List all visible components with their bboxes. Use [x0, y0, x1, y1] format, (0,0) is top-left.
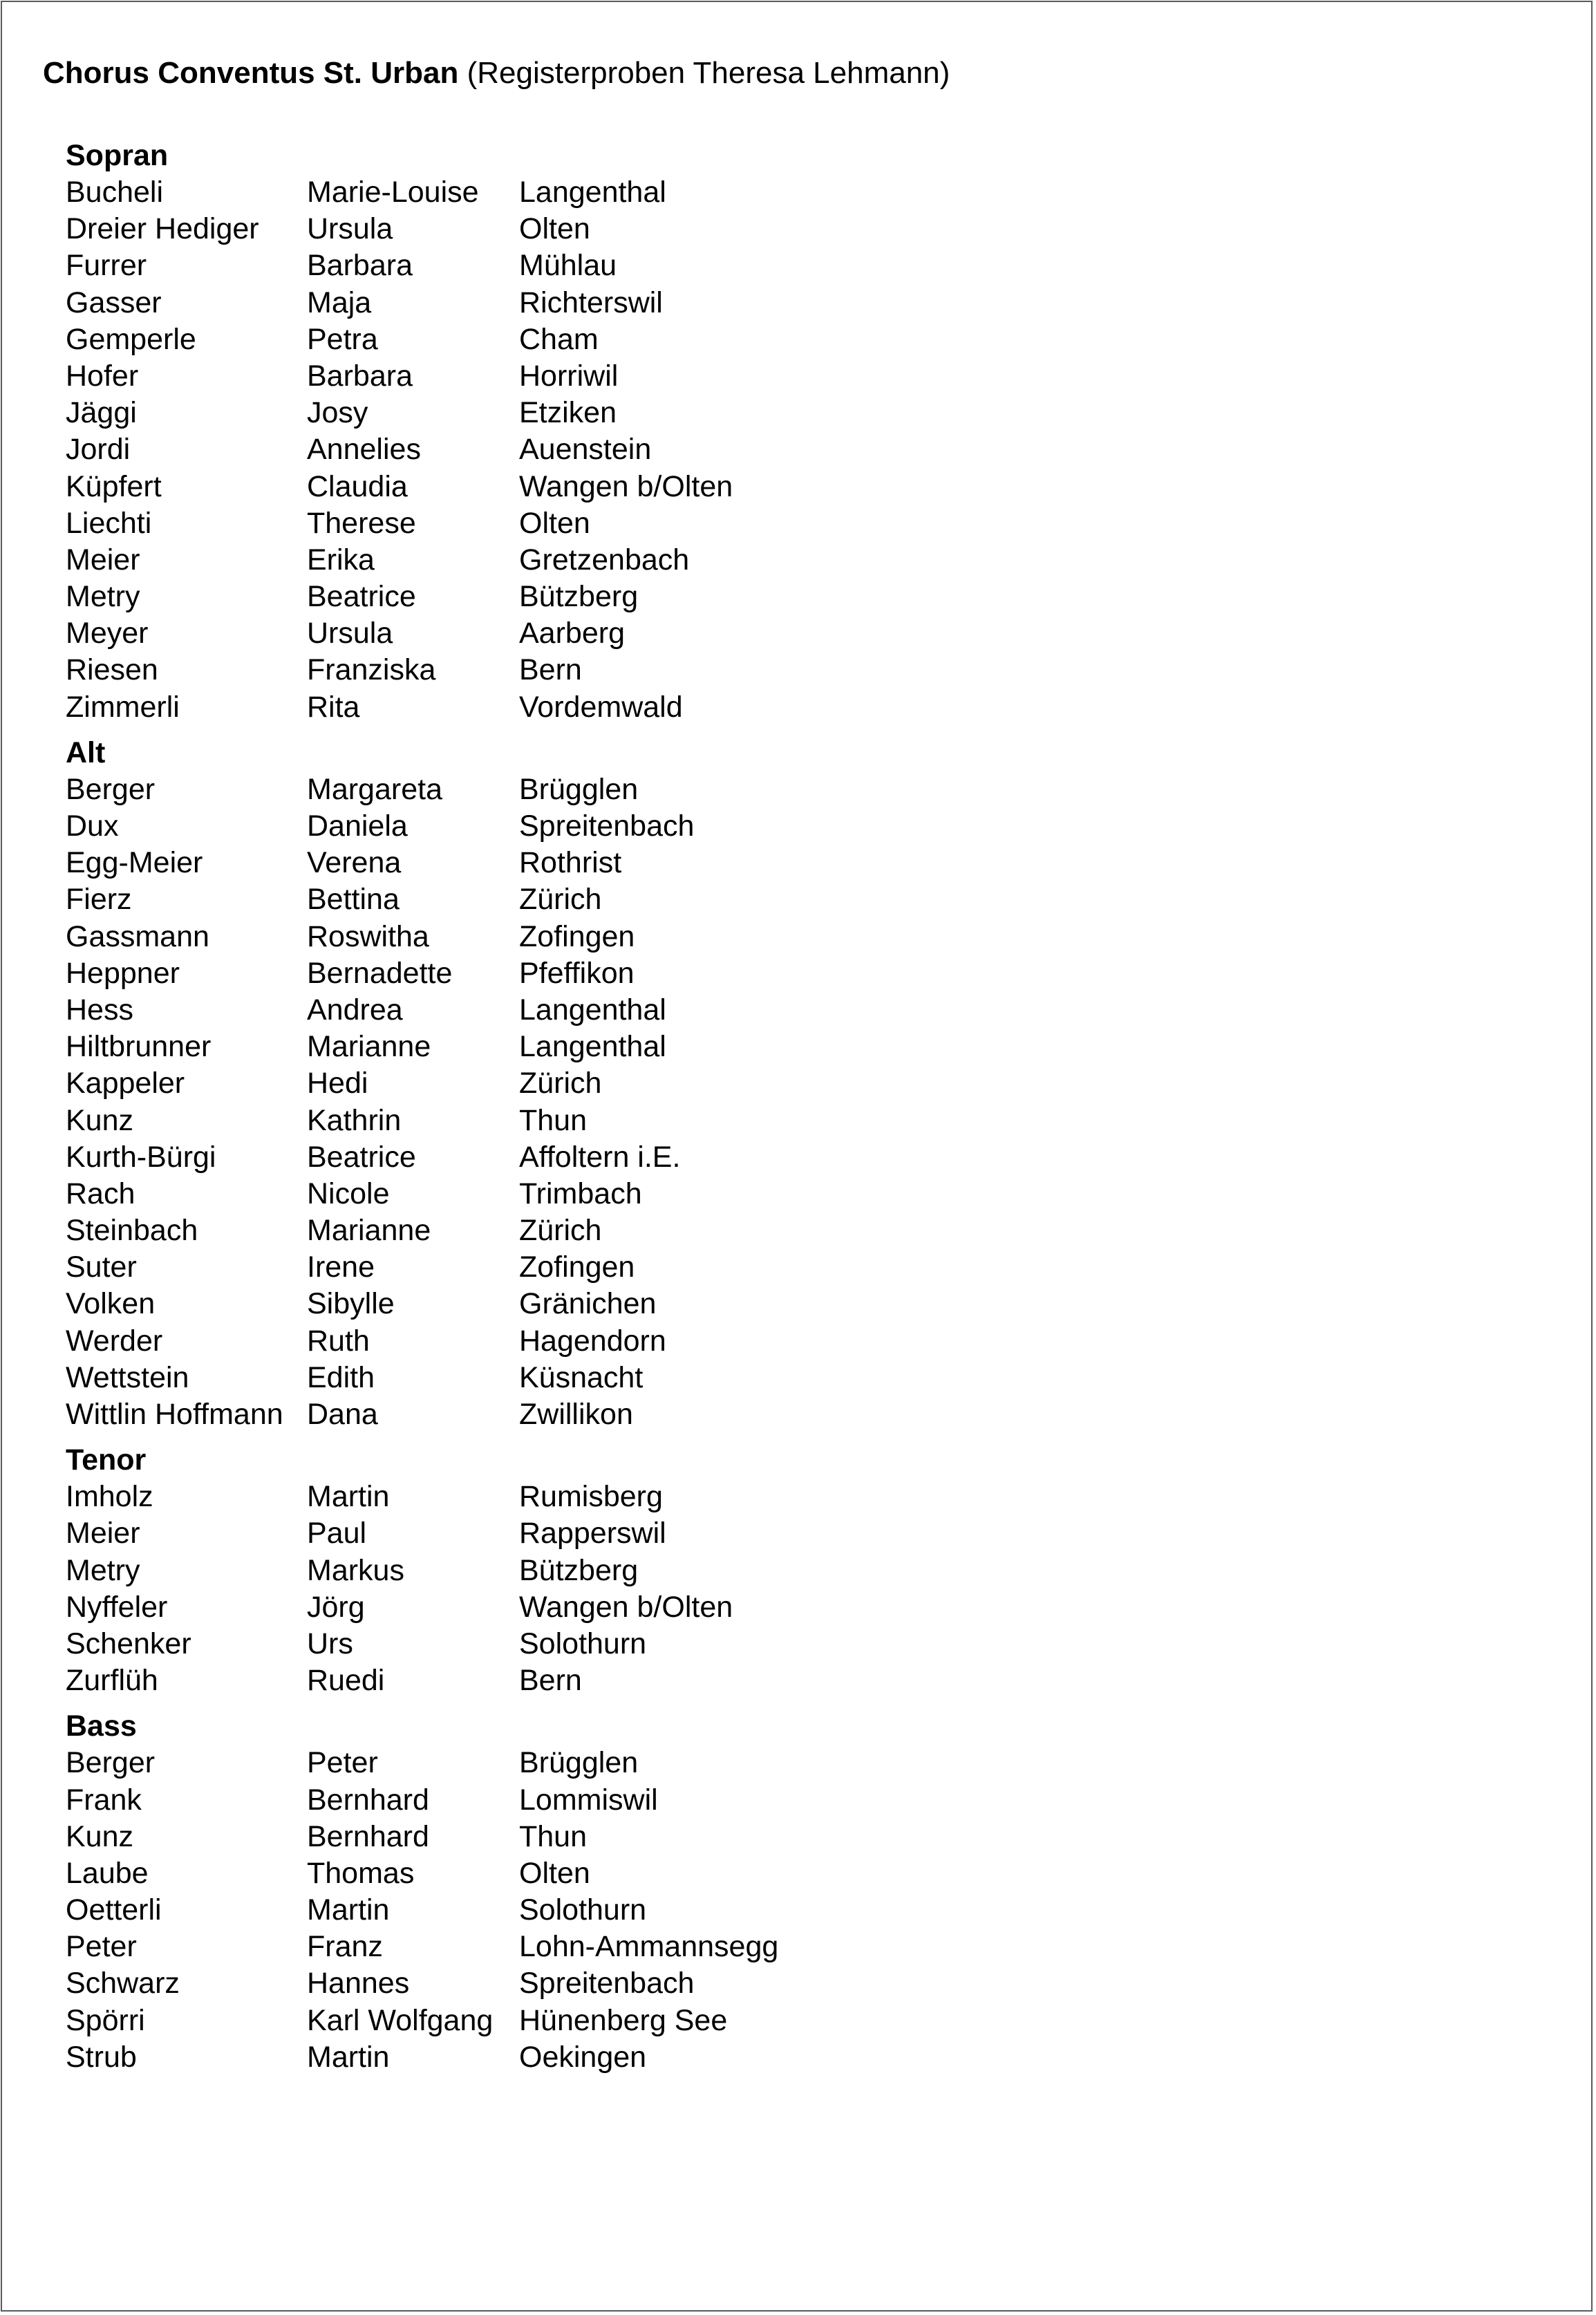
- member-place: Rapperswil: [519, 1517, 666, 1550]
- member-last-name: Gemperle: [66, 322, 196, 356]
- member-first-name: Andrea: [307, 993, 403, 1027]
- section-heading: Alt: [66, 735, 106, 769]
- member-row: [66, 174, 809, 211]
- member-place: Rumisberg: [519, 1480, 663, 1514]
- member-last-name: Fierz: [66, 883, 132, 917]
- member-row: [66, 689, 809, 726]
- member-last-name: Kappeler: [66, 1067, 185, 1100]
- member-first-name: Martin: [307, 1480, 390, 1514]
- member-first-name: Marianne: [307, 1214, 431, 1248]
- member-first-name: Roswitha: [307, 919, 429, 953]
- member-first-name: Barbara: [307, 249, 413, 283]
- member-row: [66, 321, 809, 358]
- section-bass: [66, 1708, 809, 2076]
- member-last-name: Spörri: [66, 2003, 145, 2037]
- member-last-name: Liechti: [66, 506, 152, 540]
- member-first-name: Petra: [307, 322, 378, 356]
- member-place: Lohn-Ammannsegg: [519, 1930, 779, 1964]
- member-place: Olten: [519, 506, 590, 540]
- member-row: [66, 1103, 809, 1139]
- member-row: [66, 1892, 809, 1929]
- member-first-name: Karl Wolfgang: [307, 2003, 494, 2037]
- member-last-name: Zimmerli: [66, 690, 180, 724]
- member-first-name: Bernhard: [307, 1819, 429, 1853]
- member-row: [66, 1589, 809, 1626]
- member-row: [66, 1553, 809, 1589]
- member-row: [66, 845, 809, 881]
- member-place: Zürich: [519, 1214, 602, 1248]
- title-subtitle: (Registerproben Theresa Lehmann): [467, 56, 950, 90]
- member-last-name: Volken: [66, 1287, 156, 1321]
- member-place: Trimbach: [519, 1177, 642, 1210]
- member-place: Affoltern i.E.: [519, 1140, 681, 1174]
- member-row: [66, 1176, 809, 1212]
- member-place: Zofingen: [519, 1250, 635, 1284]
- member-last-name: Wettstein: [66, 1360, 189, 1394]
- member-first-name: Sibylle: [307, 1287, 395, 1321]
- member-first-name: Peter: [307, 1746, 378, 1780]
- member-place: Hünenberg See: [519, 2003, 728, 2037]
- member-last-name: Imholz: [66, 1480, 153, 1514]
- member-place: Horriwil: [519, 359, 619, 393]
- member-last-name: Gasser: [66, 285, 162, 319]
- member-row: [66, 1360, 809, 1396]
- member-place: Zwillikon: [519, 1398, 633, 1431]
- member-row: [66, 771, 809, 808]
- member-place: Bützberg: [519, 580, 639, 614]
- member-place: Langenthal: [519, 176, 666, 209]
- member-row: [66, 1139, 809, 1176]
- member-row: [66, 2003, 809, 2039]
- member-row: [66, 542, 809, 579]
- section-heading: Bass: [66, 1709, 137, 1743]
- member-last-name: Kurth-Bürgi: [66, 1140, 216, 1174]
- member-place: Bützberg: [519, 1553, 639, 1587]
- member-place: Olten: [519, 212, 590, 246]
- member-last-name: Egg-Meier: [66, 846, 203, 880]
- member-place: Küsnacht: [519, 1360, 644, 1394]
- member-row: [66, 1286, 809, 1322]
- member-last-name: Bucheli: [66, 176, 164, 209]
- member-row: [66, 1745, 809, 1781]
- member-first-name: Irene: [307, 1250, 375, 1284]
- member-place: Auenstein: [519, 433, 652, 467]
- section-heading: Tenor: [66, 1443, 147, 1477]
- member-row: [66, 1782, 809, 1819]
- member-first-name: Therese: [307, 506, 416, 540]
- member-place: Hagendorn: [519, 1324, 666, 1358]
- member-row: [66, 919, 809, 955]
- member-first-name: Martin: [307, 2040, 390, 2074]
- member-row: [66, 1855, 809, 1892]
- member-place: Zürich: [519, 1067, 602, 1100]
- member-first-name: Kathrin: [307, 1103, 402, 1137]
- member-place: Pfeffikon: [519, 956, 635, 990]
- member-first-name: Ruedi: [307, 1664, 385, 1698]
- member-last-name: Riesen: [66, 653, 158, 687]
- member-last-name: Frank: [66, 1783, 142, 1817]
- member-row: [66, 395, 809, 431]
- member-first-name: Markus: [307, 1553, 404, 1587]
- member-place: Etziken: [519, 396, 617, 430]
- member-place: Vordemwald: [519, 690, 683, 724]
- member-last-name: Meier: [66, 1517, 140, 1550]
- member-last-name: Gassmann: [66, 919, 209, 953]
- member-last-name: Hofer: [66, 359, 139, 393]
- member-row: [66, 1396, 809, 1433]
- member-last-name: Hess: [66, 993, 133, 1027]
- member-row: [66, 615, 809, 652]
- document-page: [1, 1, 1593, 2312]
- member-place: Lommiswil: [519, 1783, 658, 1817]
- member-first-name: Marianne: [307, 1030, 431, 1064]
- member-row: [66, 358, 809, 395]
- member-row: [66, 2039, 809, 2076]
- member-row: [66, 955, 809, 992]
- member-last-name: Zurflüh: [66, 1664, 158, 1698]
- member-first-name: Claudia: [307, 469, 408, 503]
- member-last-name: Wittlin Hoffmann: [66, 1398, 283, 1431]
- member-last-name: Kunz: [66, 1819, 134, 1853]
- member-first-name: Dana: [307, 1398, 378, 1431]
- member-last-name: Küpfert: [66, 469, 162, 503]
- member-place: Langenthal: [519, 993, 666, 1027]
- member-first-name: Hedi: [307, 1067, 368, 1100]
- member-first-name: Jörg: [307, 1590, 365, 1624]
- member-row: [66, 1819, 809, 1855]
- member-first-name: Hannes: [307, 1967, 410, 2000]
- member-first-name: Erika: [307, 543, 375, 577]
- member-row: [66, 1479, 809, 1515]
- member-place: Brügglen: [519, 1746, 639, 1780]
- member-last-name: Berger: [66, 1746, 156, 1780]
- member-place: Olten: [519, 1856, 590, 1890]
- member-first-name: Josy: [307, 396, 368, 430]
- member-row: [66, 652, 809, 688]
- member-last-name: Laube: [66, 1856, 149, 1890]
- member-first-name: Bernadette: [307, 956, 453, 990]
- member-first-name: Martin: [307, 1893, 390, 1927]
- member-place: Spreitenbach: [519, 809, 695, 843]
- member-place: Zofingen: [519, 919, 635, 953]
- member-last-name: Dreier Hediger: [66, 212, 259, 246]
- member-last-name: Steinbach: [66, 1214, 198, 1248]
- member-row: [66, 1515, 809, 1552]
- member-last-name: Nyffeler: [66, 1590, 168, 1624]
- member-last-name: Berger: [66, 772, 156, 806]
- member-place: Solothurn: [519, 1893, 647, 1927]
- member-place: Solothurn: [519, 1627, 647, 1660]
- member-first-name: Ursula: [307, 212, 393, 246]
- member-first-name: Maja: [307, 285, 372, 319]
- member-last-name: Werder: [66, 1324, 163, 1358]
- member-last-name: Oetterli: [66, 1893, 162, 1927]
- member-first-name: Paul: [307, 1517, 367, 1550]
- member-row: [66, 1323, 809, 1360]
- member-place: Wangen b/Olten: [519, 469, 733, 503]
- section-heading: Sopran: [66, 139, 169, 172]
- member-first-name: Annelies: [307, 433, 421, 467]
- member-first-name: Thomas: [307, 1856, 415, 1890]
- member-row: [66, 285, 809, 321]
- title-choir-name: Chorus Conventus St. Urban: [43, 56, 459, 90]
- member-last-name: Furrer: [66, 249, 147, 283]
- member-first-name: Margareta: [307, 772, 442, 806]
- member-first-name: Barbara: [307, 359, 413, 393]
- member-last-name: Rach: [66, 1177, 135, 1210]
- member-row: [66, 1965, 809, 2002]
- member-place: Cham: [519, 322, 599, 356]
- section-tenor: [66, 1442, 809, 1699]
- member-first-name: Ruth: [307, 1324, 370, 1358]
- member-row: [66, 1662, 809, 1699]
- member-last-name: Suter: [66, 1250, 137, 1284]
- member-first-name: Beatrice: [307, 1140, 416, 1174]
- member-last-name: Jäggi: [66, 396, 137, 430]
- member-row: [66, 992, 809, 1029]
- member-row: [66, 469, 809, 505]
- section-sopran: [66, 138, 809, 726]
- member-row: [66, 431, 809, 468]
- member-last-name: Metry: [66, 1553, 140, 1587]
- member-row: [66, 1626, 809, 1662]
- member-first-name: Ursula: [307, 617, 393, 650]
- member-first-name: Urs: [307, 1627, 353, 1660]
- member-row: [66, 579, 809, 615]
- member-place: Zürich: [519, 883, 602, 917]
- member-row: [66, 1212, 809, 1249]
- member-place: Bern: [519, 653, 582, 687]
- member-first-name: Edith: [307, 1360, 375, 1394]
- page-title: [43, 49, 950, 97]
- member-row: [66, 1249, 809, 1286]
- member-last-name: Meyer: [66, 617, 149, 650]
- member-place: Rothrist: [519, 846, 622, 880]
- member-last-name: Peter: [66, 1930, 137, 1964]
- member-row: [66, 881, 809, 918]
- member-place: Gränichen: [519, 1287, 657, 1321]
- member-place: Brügglen: [519, 772, 639, 806]
- member-last-name: Jordi: [66, 433, 131, 467]
- member-place: Mühlau: [519, 249, 617, 283]
- member-last-name: Metry: [66, 580, 140, 614]
- member-row: [66, 247, 809, 284]
- member-row: [66, 1929, 809, 1965]
- member-first-name: Bernhard: [307, 1783, 429, 1817]
- member-row: [66, 808, 809, 845]
- member-place: Thun: [519, 1819, 588, 1853]
- member-first-name: Bettina: [307, 883, 400, 917]
- member-place: Richterswil: [519, 285, 663, 319]
- member-place: Aarberg: [519, 617, 625, 650]
- member-first-name: Nicole: [307, 1177, 390, 1210]
- member-roster: [66, 138, 809, 2076]
- member-first-name: Franz: [307, 1930, 383, 1964]
- member-first-name: Daniela: [307, 809, 408, 843]
- section-alt: [66, 735, 809, 1433]
- member-last-name: Schenker: [66, 1627, 191, 1660]
- member-place: Gretzenbach: [519, 543, 690, 577]
- member-row: [66, 505, 809, 542]
- member-row: [66, 211, 809, 247]
- member-row: [66, 1065, 809, 1102]
- member-first-name: Beatrice: [307, 580, 416, 614]
- member-last-name: Hiltbrunner: [66, 1030, 212, 1064]
- member-first-name: Marie-Louise: [307, 176, 479, 209]
- member-place: Bern: [519, 1664, 582, 1698]
- member-last-name: Meier: [66, 543, 140, 577]
- member-first-name: Franziska: [307, 653, 436, 687]
- member-first-name: Rita: [307, 690, 360, 724]
- member-place: Oekingen: [519, 2040, 647, 2074]
- member-place: Spreitenbach: [519, 1967, 695, 2000]
- member-last-name: Dux: [66, 809, 119, 843]
- member-place: Langenthal: [519, 1030, 666, 1064]
- member-last-name: Heppner: [66, 956, 180, 990]
- member-first-name: Verena: [307, 846, 402, 880]
- member-place: Thun: [519, 1103, 588, 1137]
- member-place: Wangen b/Olten: [519, 1590, 733, 1624]
- member-row: [66, 1029, 809, 1065]
- member-last-name: Schwarz: [66, 1967, 180, 2000]
- member-last-name: Strub: [66, 2040, 137, 2074]
- member-last-name: Kunz: [66, 1103, 134, 1137]
